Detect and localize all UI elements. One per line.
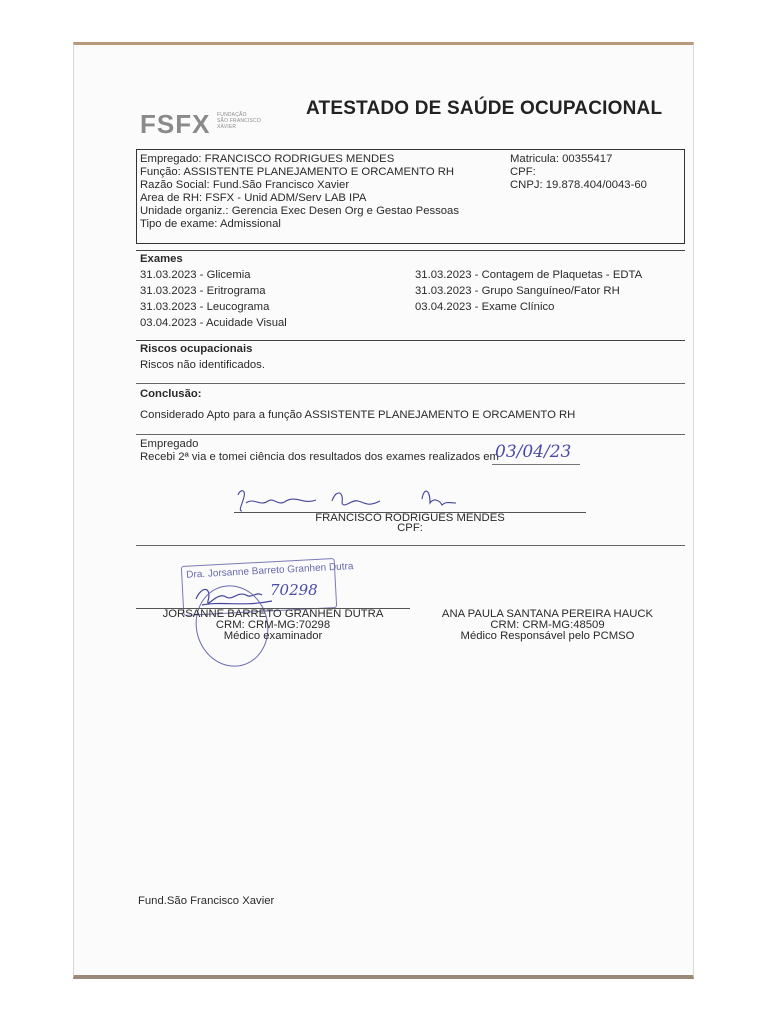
handwritten-date: 03/04/23 [495,442,572,462]
conclusion-text: Considerado Apto para a função ASSISTENTE PLANEJAMENTO E ORCAMENTO RH [140,409,576,421]
pcmso-doctor-name: ANA PAULA SANTANA PEREIRA HAUCK [441,608,654,620]
risks-text: Riscos não identificados. [140,359,265,371]
registration-number: Matricula: 00355417 [510,153,613,165]
divider [136,383,685,384]
employee-cpf: CPF: [510,166,536,178]
exam-item: 03.04.2023 - Acuidade Visual [140,317,287,329]
organizational-unit: Unidade organiz.: Gerencia Exec Desen Org e Gestao Pessoas [140,205,459,217]
company-cnpj: CNPJ: 19.878.404/0043-60 [510,179,647,191]
company-name: Razão Social: Fund.São Francisco Xavier [140,179,350,191]
exam-item: 03.04.2023 - Exame Clínico [415,301,555,313]
exam-item: 31.03.2023 - Grupo Sanguíneo/Fator RH [415,285,620,297]
exam-type: Tipo de exame: Admissional [140,218,281,230]
exam-item: 31.03.2023 - Glicemia [140,269,251,281]
fsfx-logo: FSFX [140,109,211,139]
divider [136,545,685,546]
divider [136,340,685,341]
conclusion-title: Conclusão: [140,388,202,400]
risks-title: Riscos ocupacionais [140,343,253,355]
document-sheet [73,42,694,979]
examiner-crm: CRM: CRM-MG:70298 [215,619,331,631]
pcmso-doctor-role: Médico Responsável pelo PCMSO [460,630,635,642]
divider [136,434,685,435]
exams-title: Exames [140,253,183,265]
exam-item: 31.03.2023 - Eritrograma [140,285,266,297]
employee-info-box [136,149,685,244]
document-title: ATESTADO DE SAÚDE OCUPACIONAL [306,98,663,119]
employee-name: Empregado: FRANCISCO RODRIGUES MENDES [140,153,395,165]
receipt-text: Recebi 2ª via e tomei ciência dos resultados dos exames realizados em [140,451,499,463]
exam-item: 31.03.2023 - Contagem de Plaquetas - EDTA [415,269,643,281]
stamp-number: 70298 [270,581,318,599]
hr-area: Area de RH: FSFX - Unid ADM/Serv LAB IPA [140,192,367,204]
employee-function: Função: ASSISTENTE PLANEJAMENTO E ORCAMENTO RH [140,166,455,178]
receipt-label: Empregado [140,438,199,450]
examiner-role: Médico examinador [223,630,323,642]
examiner-name: JORSANNE BARRETO GRANHEN DUTRA [162,608,384,620]
stamp-doctor-name: Dra. Jorsanne Barreto Granhen Dutra [185,561,354,581]
employee-signature-cpf: CPF: [397,522,423,534]
exam-item: 31.03.2023 - Leucograma [140,301,270,313]
employee-signature-name: FRANCISCO RODRIGUES MENDES [315,512,505,524]
footer-organization: Fund.São Francisco Xavier [138,895,275,907]
date-underline [492,464,580,465]
fsfx-logo-subtitle: FUNDAÇÃO SÃO FRANCISCO XAVIER [217,112,261,130]
divider [136,250,685,251]
pcmso-doctor-crm: CRM: CRM-MG:48509 [490,619,605,631]
